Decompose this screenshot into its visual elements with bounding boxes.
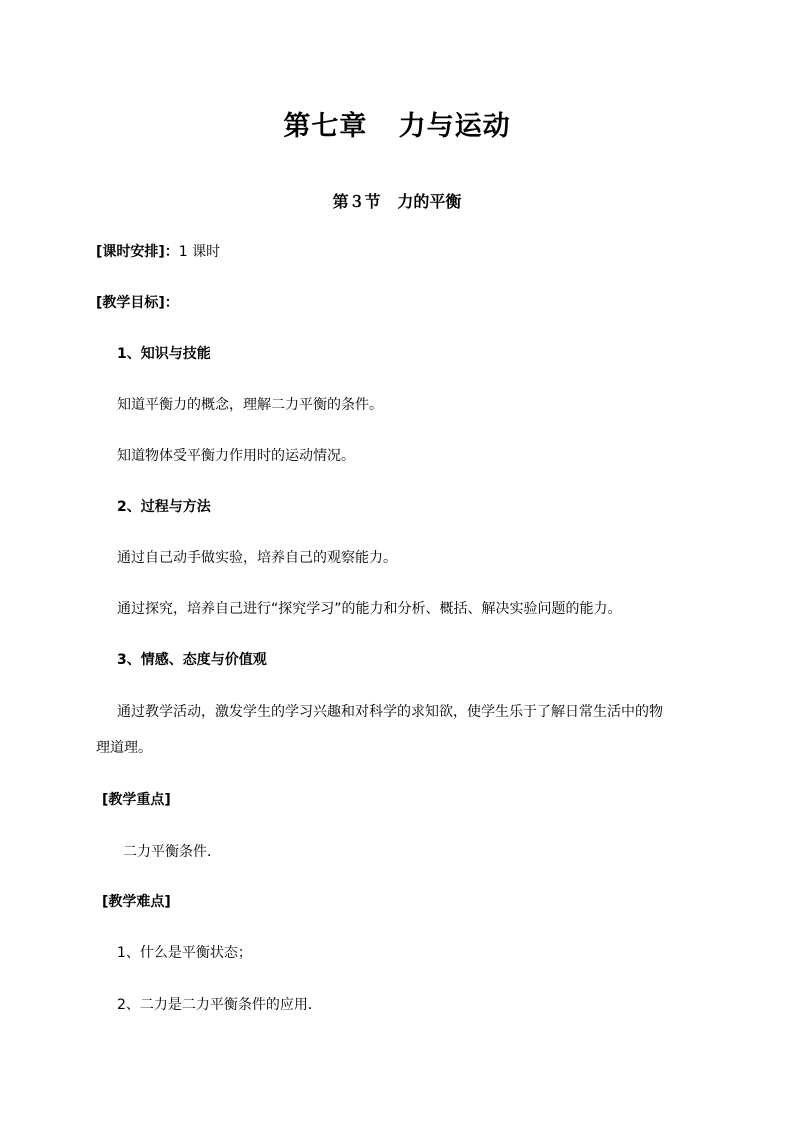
objectives-heading: [教学目标]： <box>96 295 179 311</box>
objective-heading-attitude: 3、情感、态度与价值观 <box>117 652 267 668</box>
key-point-heading: [教学重点] <box>102 792 171 808</box>
objective-heading-process: 2、过程与方法 <box>117 499 211 515</box>
objective-item: 通过自己动手做实验，培养自己的观察能力。 <box>117 550 397 566</box>
schedule-label: [课时安排]： <box>96 244 179 260</box>
schedule-line <box>96 242 220 262</box>
section-title: 第３节 力的平衡 <box>332 192 462 211</box>
objective-heading-knowledge: 1、知识与技能 <box>117 346 211 362</box>
key-point-text: 二力平衡条件． <box>123 844 221 860</box>
difficulty-item: 1、什么是平衡状态； <box>117 945 252 961</box>
objective-item: 知道平衡力的概念，理解二力平衡的条件。 <box>117 397 383 413</box>
difficulty-heading: [教学难点] <box>102 894 171 910</box>
objective-item-continuation: 理道理。 <box>96 740 152 756</box>
chapter-title: 第七章 力与运动 <box>283 111 511 142</box>
objective-item: 知道物体受平衡力作用时的运动情况。 <box>117 448 355 464</box>
difficulty-item: 2、二力是二力平衡条件的应用． <box>117 997 322 1013</box>
objective-item: 通过探究，培养自己进行“探究学习”的能力和分析、概括、解决实验问题的能力。 <box>117 601 622 617</box>
schedule-value: 1 课时 <box>178 244 221 260</box>
objective-item: 通过教学活动，激发学生的学习兴趣和对科学的求知欲，使学生乐于了解日常生活中的物 <box>117 704 663 720</box>
